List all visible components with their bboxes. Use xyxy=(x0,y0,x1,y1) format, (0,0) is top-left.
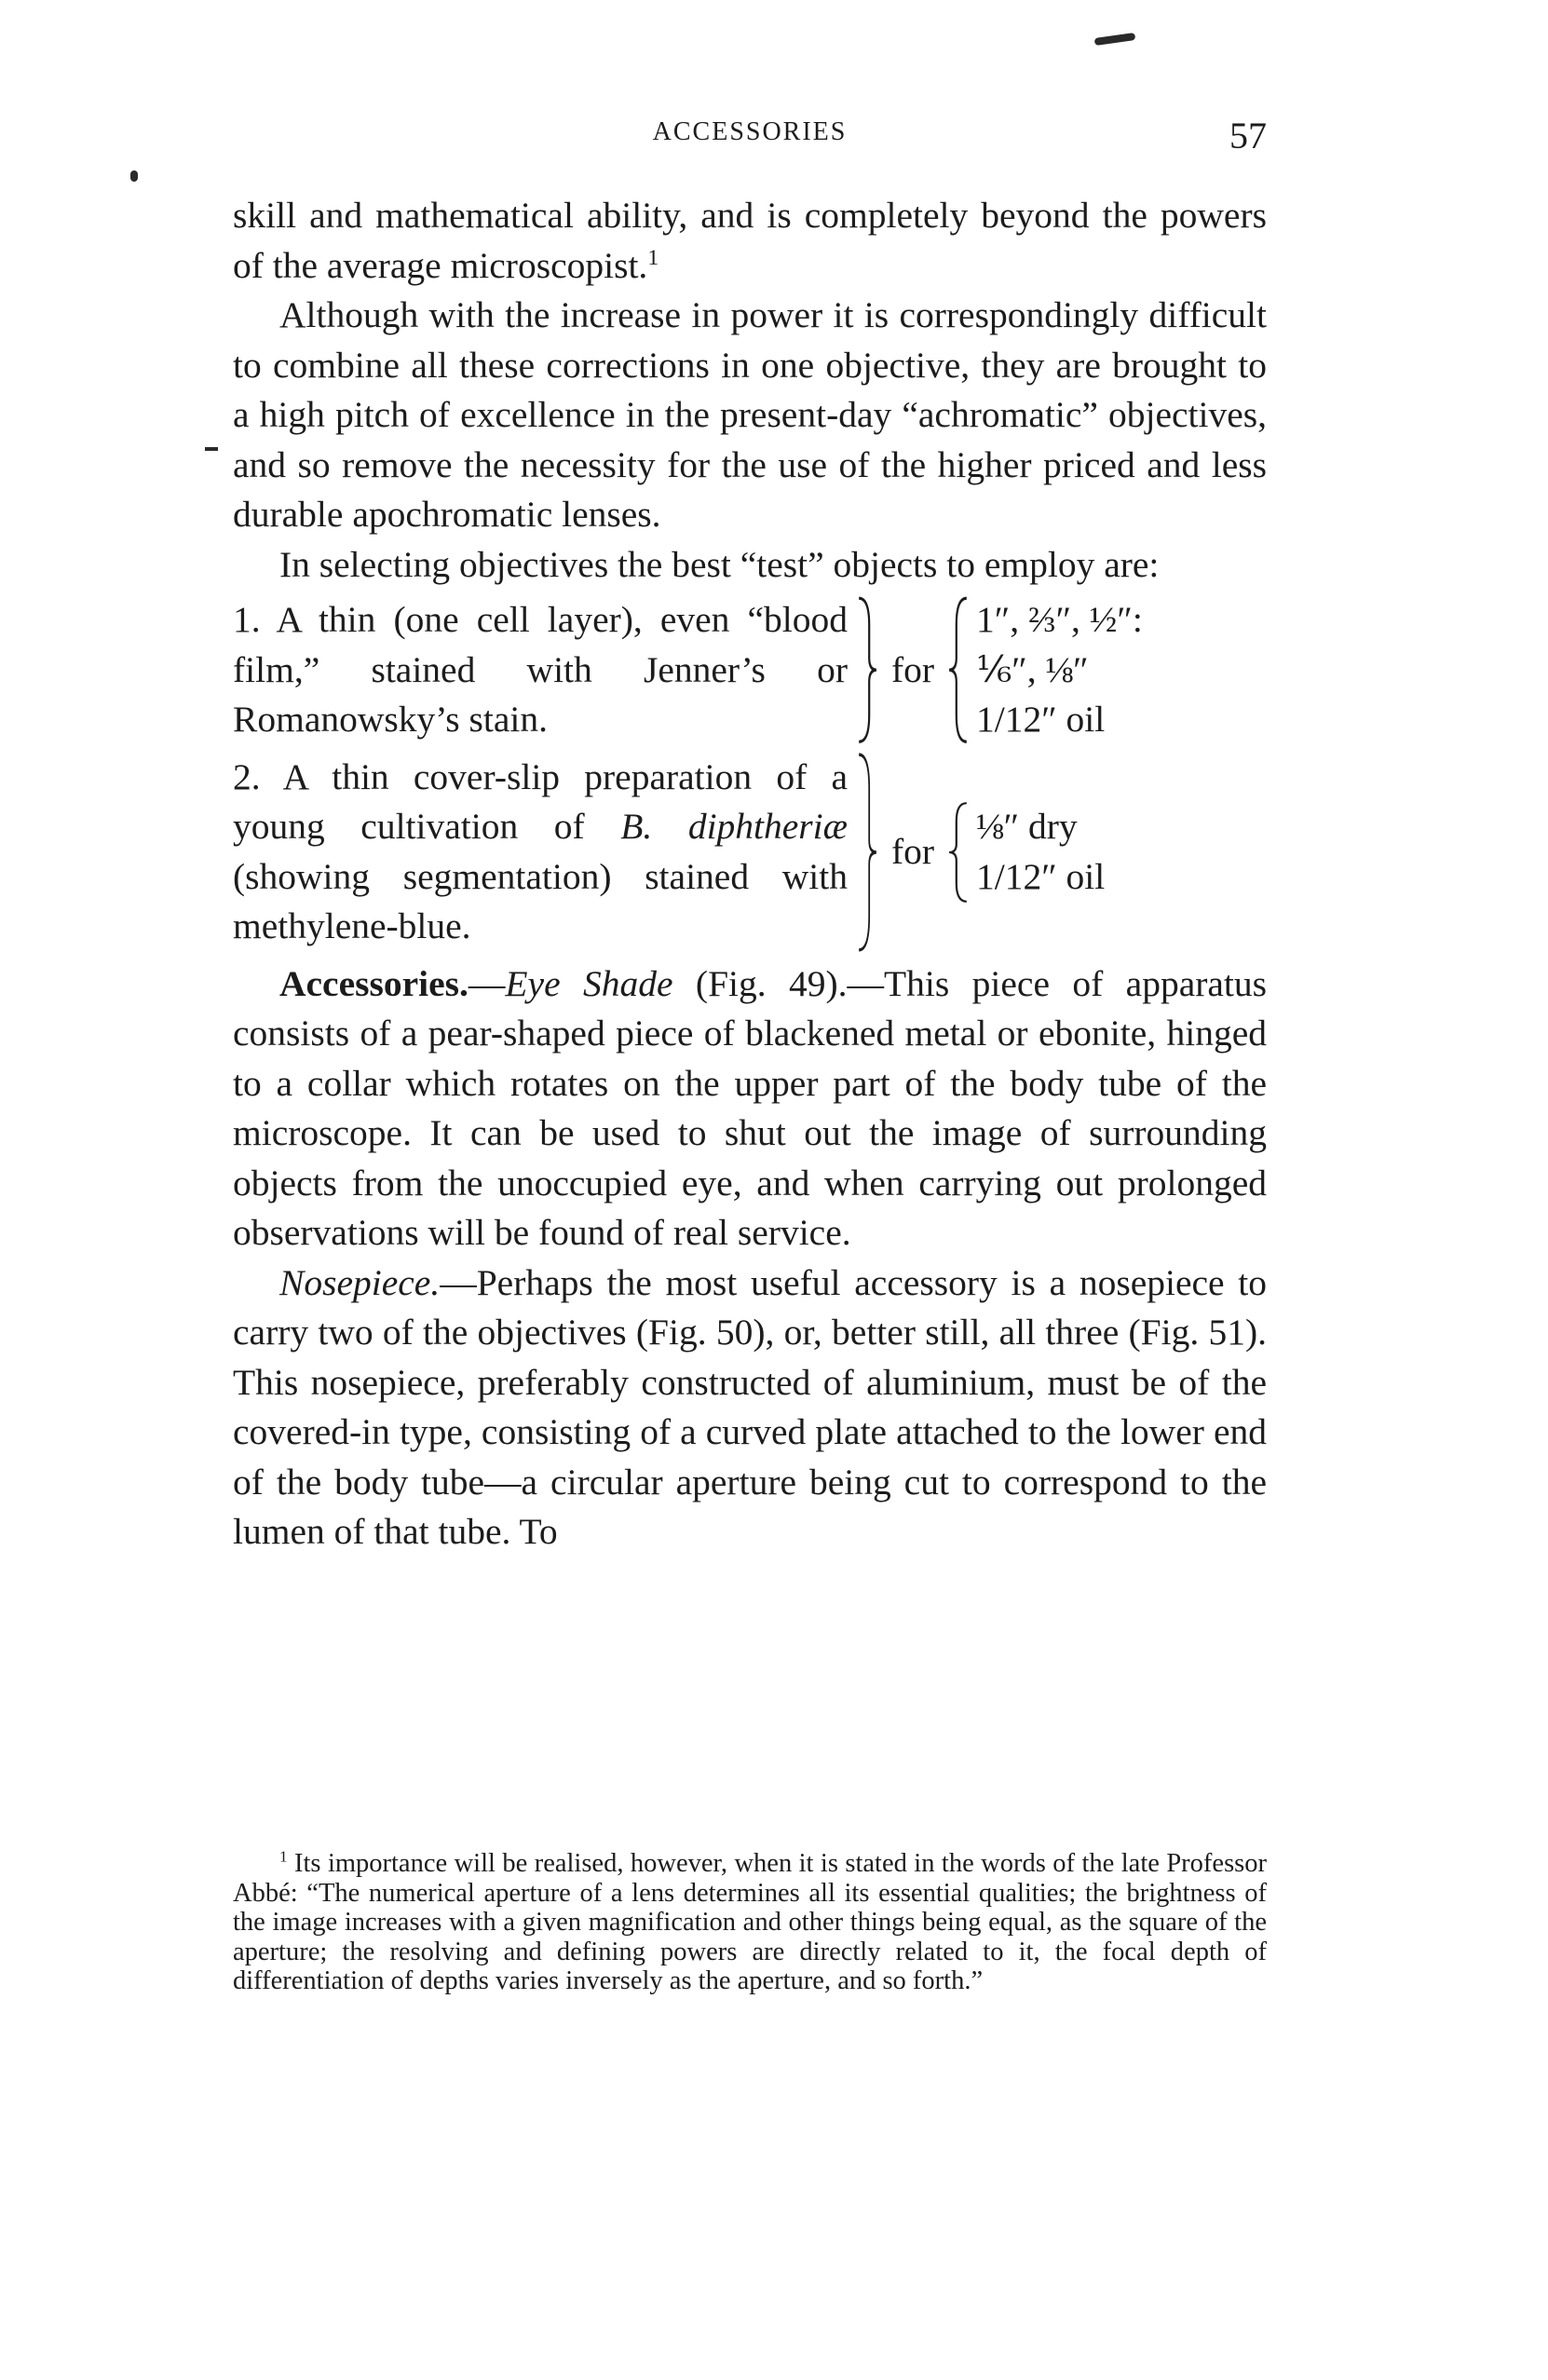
test-item-description: 2. A thin cover-slip preparation of a young cultivation of xyxy=(233,755,848,847)
test-item-text xyxy=(233,753,855,952)
paragraph-eye-shade xyxy=(233,959,1267,1258)
objective-powers xyxy=(971,802,1105,902)
nosepiece-text: —Perhaps the most useful accessory is a nosepiece to carry two of the objectives (Fig. 50), or, better still, all three (Fig. 51). This nosepiece, preferably constructed of aluminium, must be of the covered-in type, consisting of a curved plate attached to the lower end of the body tube—a circular aperture being cut to correspond to the lumen of that tube. To xyxy=(233,1261,1267,1552)
for-label: for xyxy=(890,830,935,872)
test-objects-list xyxy=(233,595,1267,952)
eye-shade-title: Eye Shade xyxy=(505,962,673,1004)
paragraph-nosepiece xyxy=(233,1258,1267,1557)
test-item-diphtheria xyxy=(233,753,1267,952)
nosepiece-title: Nosepiece. xyxy=(279,1261,441,1303)
right-brace-icon xyxy=(855,595,879,745)
footnote-paragraph xyxy=(233,1849,1267,1996)
footnote-reference: 1 xyxy=(647,245,659,270)
ink-smudge xyxy=(1094,33,1136,46)
test-item-description: 1. A thin (one cell layer), even “blood film,” stained with Jenner’s or Romanowsky’s stain. xyxy=(233,599,848,740)
power-line: 1″, ⅔″, ½″: xyxy=(976,599,1143,640)
paragraph-continuation xyxy=(233,191,1267,291)
power-line: ⅛″ dry xyxy=(976,806,1078,847)
eye-shade-text: (Fig. 49).—This piece of apparatus consists of a pear-shaped piece of blackened metal or ebonite, hinged to a collar which rotates on the upper part of the body tube of the microscope. It can be used to shut out the image of surrounding objects from the unoccupied eye, and when carrying out prolonged observations will be found of real service. xyxy=(233,962,1268,1253)
power-line: 1/12″ oil xyxy=(976,855,1106,897)
page-number: 57 xyxy=(1229,115,1267,156)
test-item-blood-film xyxy=(233,595,1267,745)
footnote-mark: 1 xyxy=(279,1847,288,1866)
footnote xyxy=(233,1849,1267,1996)
page-header xyxy=(233,114,1267,170)
margin-mark xyxy=(130,170,138,182)
species-name: B. diphtheriæ xyxy=(620,806,848,847)
paragraph-text: skill and mathematical ability, and is completely beyond the powers of the average microscopist. xyxy=(233,195,1267,286)
margin-mark xyxy=(205,447,218,451)
right-brace-icon xyxy=(855,753,879,952)
paragraph-test-objects: In selecting objectives the best “test” objects to employ are: xyxy=(279,543,1160,585)
left-brace-icon xyxy=(946,595,971,745)
body-text xyxy=(233,191,1267,1557)
power-line: ⅙″, ⅛″ xyxy=(976,648,1089,690)
running-title: ACCESSORIES xyxy=(652,117,848,146)
objective-powers xyxy=(971,595,1143,745)
section-heading: Accessories. xyxy=(279,962,468,1004)
test-item-description-cont: (showing segmentation) stained with methylene-blue. xyxy=(233,855,848,946)
for-label: for xyxy=(890,648,935,690)
left-brace-icon xyxy=(946,801,971,904)
test-item-text xyxy=(233,595,855,745)
paragraph-achromatic: Although with the increase in power it is correspondingly difficult to combine all these corrections in one objective, they are brought to a high pitch of excellence in the present-day “achromatic” objectives, and so remove the necessity for the use of the higher priced and less durable apochromatic lenses. xyxy=(233,294,1267,535)
power-line: 1/12″ oil xyxy=(976,699,1106,740)
dash: — xyxy=(468,962,506,1004)
footnote-text: Its importance will be realised, however, when it is stated in the words of the late Professor Abbé: “The numerical aperture of a lens determines all its essential qualities; the brightness of the image increases with a given magnification and other things being equal, as the square of the aperture; the resolving and defining powers are directly related to it, the focal depth of differentiation of depths varies inversely as the aperture, and so forth.” xyxy=(233,1849,1267,1995)
